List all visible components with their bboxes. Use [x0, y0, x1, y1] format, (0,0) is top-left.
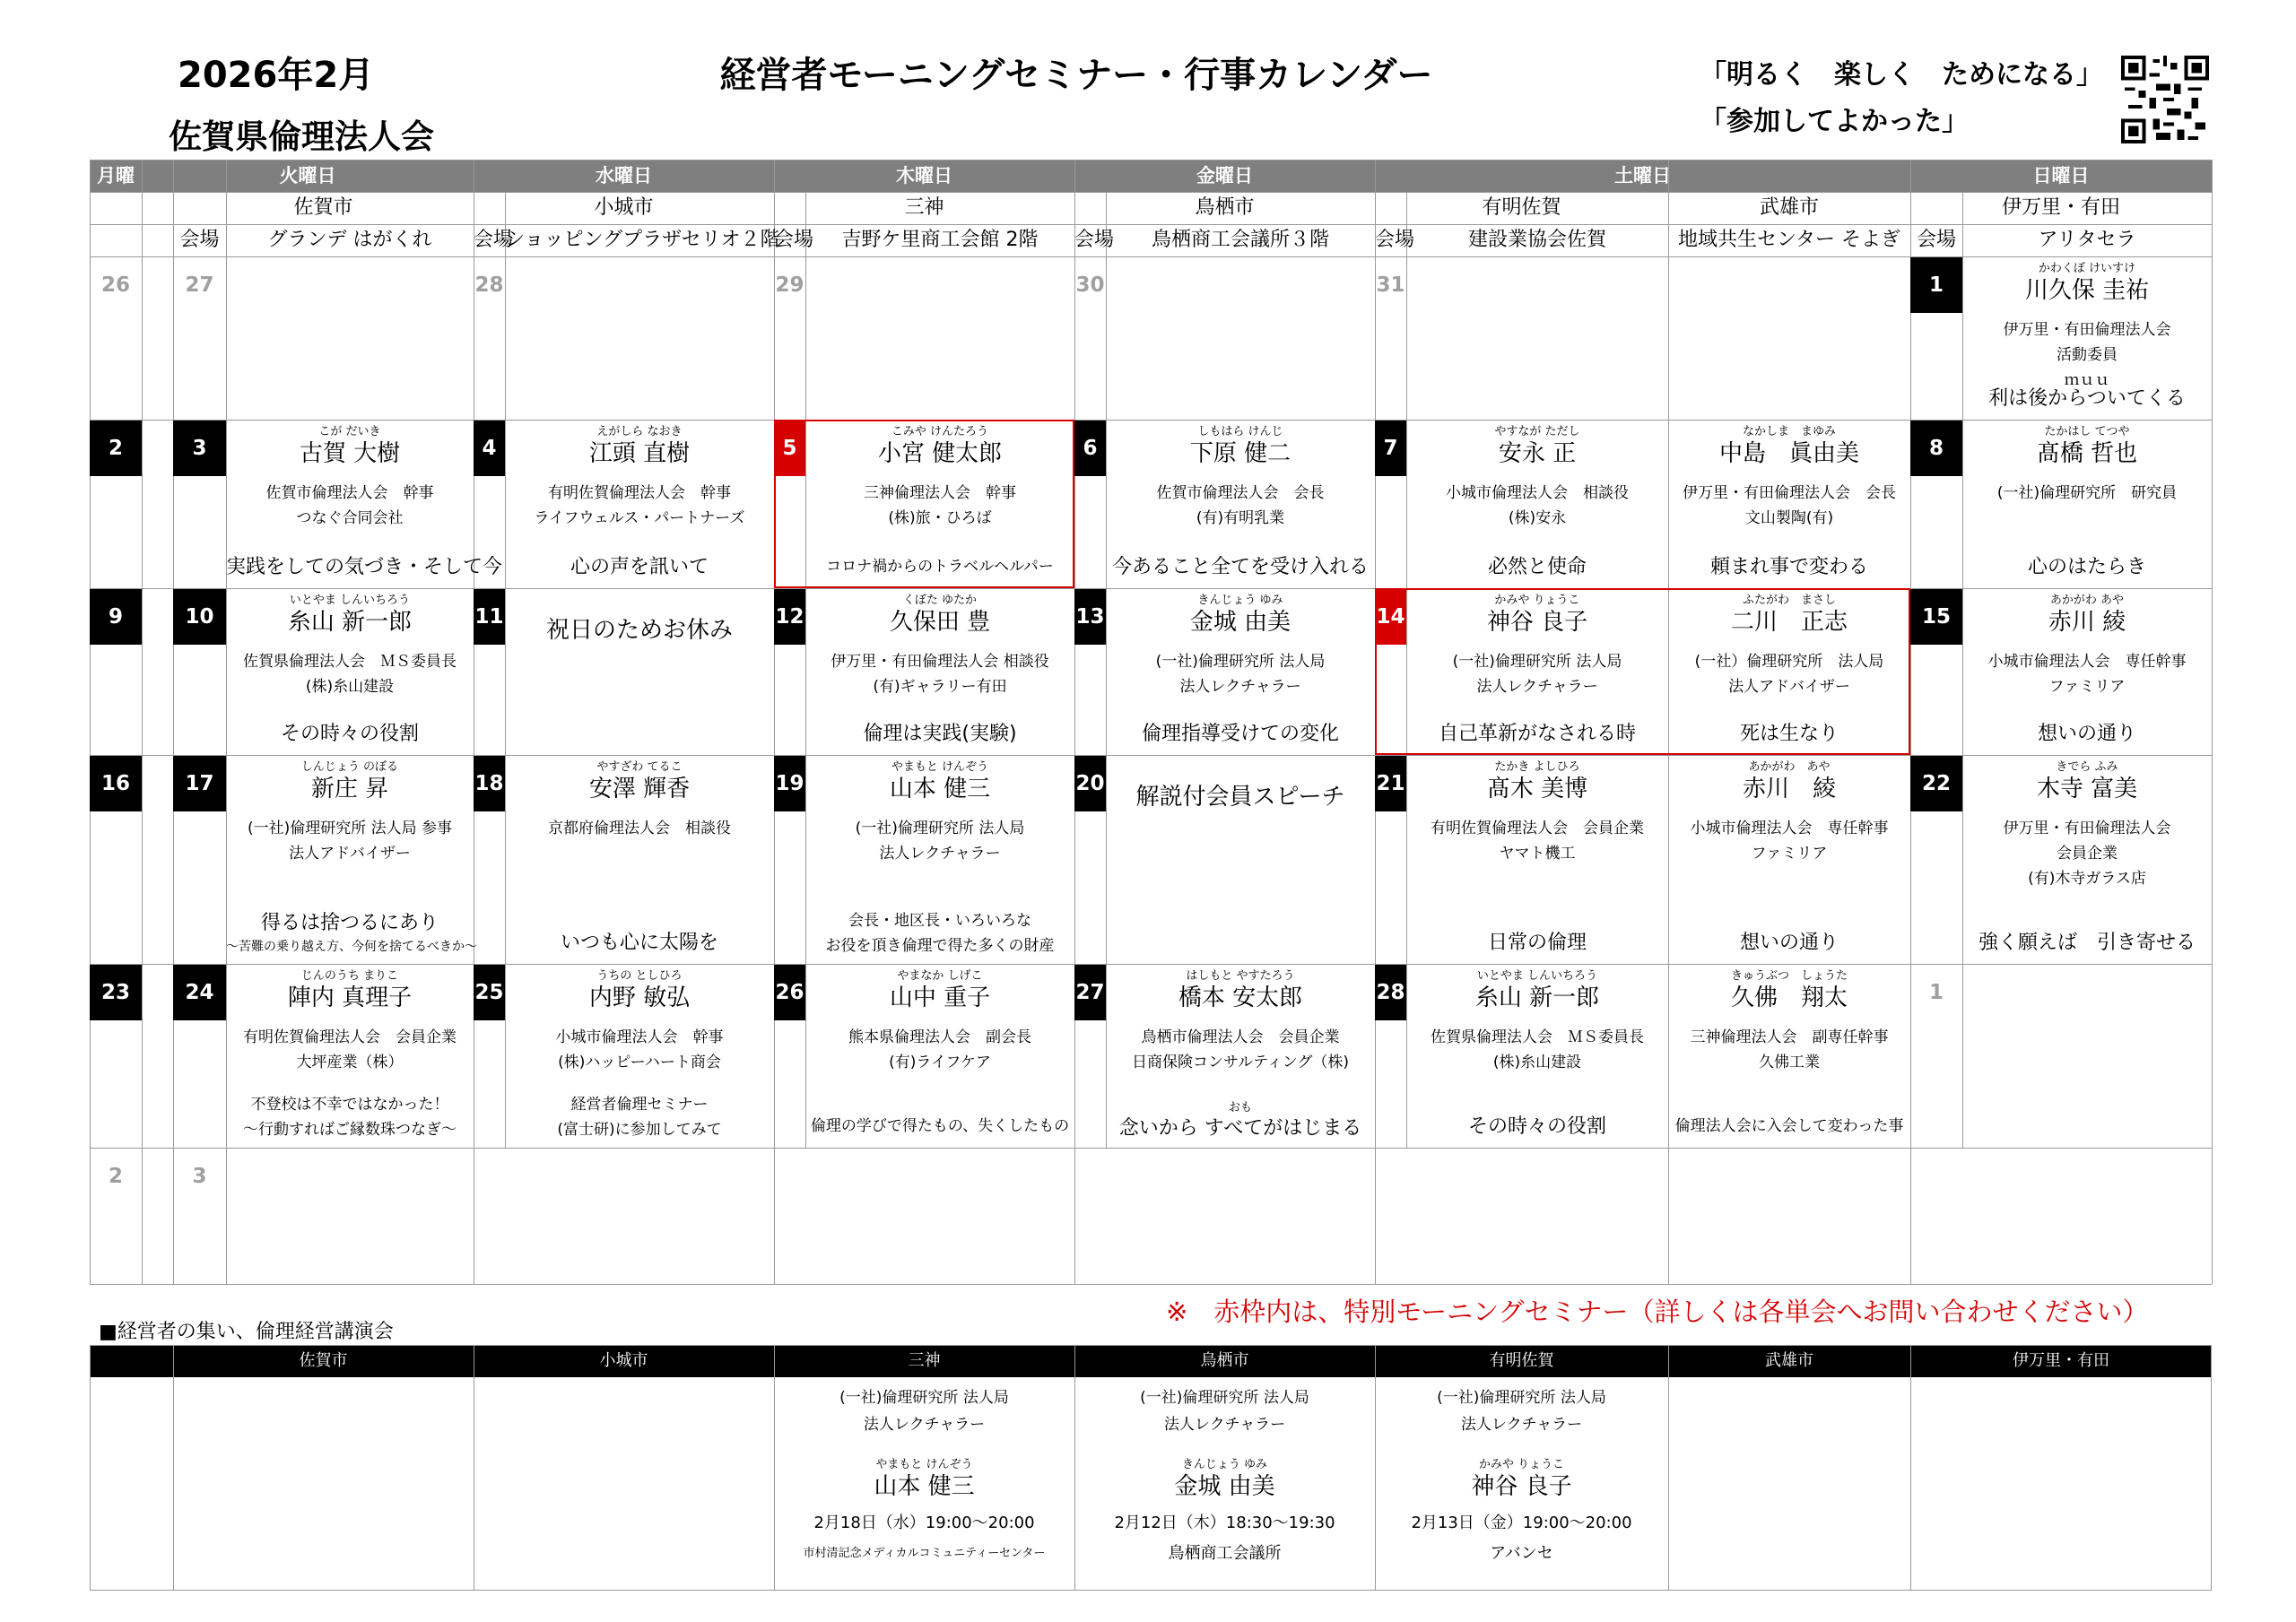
lecture-city: 三神 — [908, 1351, 941, 1370]
speaker-theme — [1406, 554, 1668, 581]
date-number: 4 — [474, 421, 505, 476]
speaker-name: 糸山 新一郎 — [1474, 984, 1600, 1011]
lecturer-role: 法人レクチャラー — [1163, 1416, 1286, 1434]
speaker-company: 文山製陶(有) — [1744, 509, 1834, 527]
speaker-ruby: くぼた ゆたか — [902, 594, 978, 607]
date-number: 24 — [173, 965, 226, 1020]
speaker-ruby: しんじょう のぼる — [300, 760, 399, 774]
theme-line: ～行動すればご縁数珠つなぎ～ — [243, 1121, 457, 1139]
date-number: 18 — [474, 756, 505, 811]
speaker-affiliation: (一社)倫理研究所 法人局 — [1452, 653, 1622, 671]
date-number: 8 — [1910, 421, 1962, 476]
weekday-monday: 月曜日 — [97, 165, 135, 219]
speaker-entry — [1106, 969, 1375, 1075]
speaker-affiliation: (一社）倫理研究所 法人局 — [1694, 653, 1884, 671]
city-label: 伊万里・有田 — [2001, 196, 2120, 219]
speaker-company: ｍｕｕ — [2064, 371, 2110, 389]
slogan-line-1: 「明るく 楽しく ためになる」 — [1700, 59, 2103, 91]
date-number: 3 — [173, 421, 226, 476]
date-number: 25 — [474, 965, 505, 1020]
speaker-ruby: やまなか しげこ — [897, 969, 983, 983]
date-number: 28 — [1375, 965, 1406, 1020]
speaker-entry — [505, 425, 774, 531]
theme-subtitle: ～苦難の乗り越え方、今何を捨てるべきか～ — [226, 940, 477, 954]
speaker-entry — [805, 594, 1074, 699]
speaker-entry — [1668, 760, 1910, 866]
lecturer-affiliation: (一社)倫理研究所 法人局 — [1140, 1389, 1309, 1407]
city-label: 鳥栖市 — [1195, 196, 1255, 219]
speaker-name: 橋本 安太郎 — [1178, 984, 1303, 1011]
speaker-ruby: しもはら けんじ — [1197, 425, 1283, 438]
speaker-affiliation: 三神倫理法人会 副専任幹事 — [1690, 1028, 1889, 1046]
speaker-ruby: かみや りょうこ — [1494, 594, 1580, 607]
theme-text: 日常の倫理 — [1487, 932, 1587, 954]
date-number: 27 — [185, 273, 214, 297]
lecturer-ruby: かみや りょうこ — [1478, 1458, 1565, 1471]
lecturer-name: 神谷 良子 — [1471, 1473, 1572, 1500]
speaker-theme — [1962, 721, 2212, 748]
lecture-city: 伊万里・有田 — [2013, 1351, 2109, 1370]
speaker-name: 中島 眞由美 — [1718, 440, 1859, 467]
speaker-entry — [1406, 760, 1668, 866]
theme-text: 必然と使命 — [1487, 556, 1587, 578]
speaker-name: 下原 健二 — [1189, 440, 1292, 467]
speaker-company: 法人アドバイザー — [289, 845, 411, 863]
speaker-company: つなぐ合同会社 — [296, 509, 404, 527]
speaker-name: 神谷 良子 — [1486, 609, 1588, 636]
speaker-ruby: やまもと けんぞう — [891, 760, 989, 774]
weekday-saturday: 土曜日 — [1614, 165, 1671, 186]
speaker-company: 活動委員 — [2057, 346, 2118, 364]
speaker-name: 山本 健三 — [889, 776, 991, 802]
speaker-name: 山中 重子 — [889, 984, 991, 1011]
speaker-ruby: いとやま しんいちろう — [289, 594, 411, 607]
speaker-ruby: なかしま まゆみ — [1742, 425, 1836, 438]
speaker-entry — [1406, 594, 1668, 699]
speaker-theme — [805, 554, 1074, 579]
theme-text: 倫理指導受けての変化 — [1141, 723, 1339, 745]
speaker-affiliation: 有明佐賀倫理法人会 幹事 — [548, 484, 731, 502]
speaker-name: 久保田 豊 — [889, 609, 991, 636]
speaker-entry — [505, 969, 774, 1075]
speaker-theme — [1668, 554, 1910, 581]
speaker-affiliation: 小城市倫理法人会 相談役 — [1446, 484, 1629, 502]
date-number: 13 — [1074, 589, 1106, 645]
date-number: 26 — [100, 273, 130, 297]
speaker-ruby: こが だいき — [318, 425, 381, 438]
venue-name: ショッピングプラザセリオ２階 — [505, 229, 780, 251]
speaker-ruby: はしもと やすたろう — [1186, 969, 1295, 983]
speaker-entry — [805, 760, 1074, 866]
speaker-ruby: あかがわ あや — [2049, 594, 2125, 607]
speaker-theme — [505, 930, 774, 957]
speaker-company: (有)木寺ガラス店 — [2028, 870, 2146, 888]
speaker-entry — [226, 760, 474, 866]
speaker-entry — [505, 760, 774, 841]
speaker-affiliation: (一社)倫理研究所 法人局 — [1155, 653, 1326, 671]
calendar-grid — [90, 160, 2212, 1284]
speaker-affiliation: (一社)倫理研究所 法人局 参事 — [247, 820, 453, 837]
qr-code-icon[interactable] — [2121, 56, 2209, 143]
theme-line: 経営者倫理セミナー — [570, 1096, 709, 1114]
lecture-place: 市村清記念メディカルコミュニティーセンター — [803, 1547, 1046, 1560]
lecturer-name: 金城 由美 — [1174, 1473, 1275, 1500]
lecture-datetime: 2月18日（水）19:00～20:00 — [813, 1514, 1035, 1532]
city-label: 武雄市 — [1759, 196, 1819, 219]
speaker-company: (有)ギャラリー有田 — [873, 678, 1007, 696]
speaker-affiliation: (一社)倫理研究所 法人局 — [855, 820, 1025, 837]
theme-text: 倫理法人会に入会して変わった事 — [1674, 1117, 1904, 1135]
date-number: 20 — [1074, 756, 1106, 811]
speaker-name: 久佛 翔太 — [1730, 984, 1848, 1011]
venue-label: 会場 — [1375, 229, 1415, 251]
speaker-affiliation: 小城市倫理法人会 専任幹事 — [1690, 820, 1889, 837]
date-number: 11 — [474, 589, 505, 645]
speaker-theme — [1406, 1114, 1668, 1141]
speaker-ruby: じんのうち まりこ — [300, 969, 399, 983]
lecture-section-title: ■経営者の集い、倫理経営講演会 — [99, 1321, 394, 1343]
date-number: 28 — [474, 273, 504, 297]
speaker-company: (株)糸山建設 — [1492, 1054, 1582, 1071]
date-number: 2 — [90, 421, 142, 476]
speaker-company: (株)安永 — [1508, 509, 1567, 527]
speaker-affiliation: 京都府倫理法人会 相談役 — [548, 820, 731, 837]
speaker-name: 川久保 圭祐 — [2024, 277, 2150, 304]
speaker-theme — [805, 908, 1074, 958]
lecture-city: 小城市 — [599, 1351, 648, 1370]
lecture-city: 武雄市 — [1765, 1351, 1813, 1370]
speaker-affiliation: 有明佐賀倫理法人会 会員企業 — [1431, 820, 1644, 837]
date-number: 29 — [775, 273, 804, 297]
city-label: 佐賀市 — [293, 196, 353, 219]
speaker-affiliation: (一社)倫理研究所 研究員 — [1996, 484, 2178, 502]
date-number: 6 — [1074, 421, 1106, 476]
speaker-entry — [226, 969, 474, 1075]
page-title: 経営者モーニングセミナー・行事カレンダー — [719, 55, 1433, 96]
theme-line: 会長・地区長・いろいろな — [848, 912, 1031, 930]
speaker-entry — [1668, 425, 1910, 531]
lecturer-role: 法人レクチャラー — [1460, 1416, 1583, 1434]
speaker-theme — [1106, 721, 1375, 748]
slogan-line-2: 「参加してよかった」 — [1700, 106, 1969, 137]
speaker-entry — [1406, 425, 1668, 531]
weekday-friday: 金曜日 — [1196, 165, 1253, 186]
speaker-company: 法人レクチャラー — [879, 845, 1001, 863]
date-number: 31 — [1376, 273, 1405, 297]
theme-text: 頼まれ事で変わる — [1709, 556, 1868, 578]
speaker-theme — [805, 1114, 1074, 1139]
theme-text: 倫理は実践(実験) — [863, 723, 1017, 745]
speaker-theme — [1106, 1101, 1375, 1142]
venue-name: 鳥栖商工会議所３階 — [1151, 229, 1329, 251]
speaker-affiliation: 伊万里・有田倫理法人会 会長 — [1683, 484, 1896, 502]
speaker-ruby: えがしら なおき — [596, 425, 683, 438]
lecture-entry — [1074, 1384, 1375, 1569]
speaker-name: 糸山 新一郎 — [287, 609, 413, 636]
theme-text: 強く願えば 引き寄せる — [1978, 932, 2196, 954]
venue-name: 吉野ケ里商工会館 2階 — [841, 229, 1039, 251]
theme-text: その時々の役割 — [280, 723, 419, 745]
date-number: 30 — [1075, 273, 1105, 297]
speaker-theme — [1962, 930, 2212, 957]
speaker-affiliation: 伊万里・有田倫理法人会 相談役 — [831, 653, 1049, 671]
theme-text: 念いから すべてがはじまる — [1118, 1117, 1362, 1140]
month-title: 2026年2月 — [178, 55, 375, 96]
speaker-name: 髙橋 哲也 — [2036, 440, 2138, 467]
venue-label: 会場 — [474, 229, 514, 251]
speaker-company: 久佛工業 — [1759, 1054, 1820, 1071]
speaker-company: 日商保険コンサルティング（株) — [1131, 1054, 1350, 1071]
theme-text: コロナ禍からのトラベルヘルパー — [826, 558, 1054, 576]
lecturer-affiliation: (一社)倫理研究所 法人局 — [1437, 1389, 1606, 1407]
date-number: 26 — [774, 965, 805, 1020]
speaker-affiliation: 熊本県倫理法人会 副会長 — [848, 1028, 1031, 1046]
theme-text: 自己革新がなされる時 — [1438, 723, 1636, 745]
date-number: 9 — [90, 589, 142, 645]
speaker-entry — [1962, 425, 2212, 542]
speaker-entry — [1962, 594, 2212, 699]
speaker-company: (株)旅・ひろば — [888, 509, 992, 527]
lecture-datetime: 2月12日（木）18:30～19:30 — [1114, 1514, 1335, 1532]
venue-name: グランデ はがくれ — [267, 229, 432, 251]
theme-ruby: おも — [1228, 1101, 1252, 1115]
date-number: 16 — [90, 756, 142, 811]
city-label: 有明佐賀 — [1482, 196, 1561, 219]
lecture-city: 佐賀市 — [299, 1351, 348, 1370]
weekday-wednesday: 水曜日 — [596, 165, 652, 186]
venue-name: アリタセラ — [2038, 229, 2136, 251]
speaker-name: 赤川 綾 — [1742, 776, 1836, 802]
speaker-name: 二川 正志 — [1730, 609, 1848, 636]
theme-text: その時々の役割 — [1467, 1115, 1606, 1138]
date-number: 10 — [173, 589, 226, 645]
speaker-name: 内野 敏弘 — [588, 984, 691, 1011]
speaker-ruby: たかき よしひろ — [1494, 760, 1580, 774]
speaker-name: 金城 由美 — [1189, 609, 1292, 636]
speaker-name: 髙木 美博 — [1486, 776, 1588, 802]
speaker-theme — [505, 1092, 774, 1142]
theme-text: 今あること全てを受け入れる — [1111, 556, 1369, 578]
speaker-company: (有)ライフケア — [889, 1054, 991, 1071]
date-number: 5 — [774, 421, 805, 476]
weekday-sunday: 日曜日 — [2032, 165, 2090, 186]
date-number: 17 — [173, 756, 226, 811]
speaker-affiliation: 佐賀県倫理法人会 ＭＳ委員長 — [243, 653, 457, 671]
lecture-place: アバンセ — [1490, 1544, 1553, 1563]
speaker-company: 法人レクチャラー — [1476, 678, 1598, 696]
speaker-theme — [505, 554, 774, 581]
venue-label: 会場 — [774, 229, 814, 251]
special-seminar-note: ※ 赤枠内は、特別モーニングセミナー（詳しくは各単会へお問い合わせください） — [1166, 1297, 2149, 1327]
speaker-entry — [1106, 425, 1375, 531]
speaker-theme — [1406, 721, 1668, 748]
speaker-ruby: きでら ふみ — [2056, 760, 2118, 774]
speaker-name: 安澤 輝香 — [588, 776, 691, 802]
speaker-entry — [226, 425, 474, 531]
speaker-affiliation: 伊万里・有田倫理法人会 — [2003, 321, 2171, 339]
speaker-entry — [1406, 969, 1668, 1075]
speaker-name: 安永 正 — [1498, 440, 1577, 467]
speaker-company: ヤマト機工 — [1499, 845, 1576, 863]
speaker-company: (株)糸山建設 — [305, 678, 395, 696]
speaker-affiliation: 有明佐賀倫理法人会 会員企業 — [243, 1028, 457, 1046]
speaker-ruby: うちの としひろ — [596, 969, 683, 983]
date-number: 22 — [1910, 756, 1962, 811]
date-number: 1 — [1910, 257, 1962, 313]
lecture-table — [90, 1345, 2212, 1591]
speaker-company: ファミリア — [2048, 678, 2126, 696]
speaker-ruby: きゅうぶつ しょうた — [1730, 969, 1848, 983]
date-number: 14 — [1375, 589, 1406, 645]
speaker-ruby: やすざわ てるこ — [596, 760, 683, 774]
weekday-thursday: 木曜日 — [896, 165, 952, 186]
speaker-entry — [1962, 262, 2212, 393]
theme-line: お役を頂き倫理で得た多くの財産 — [825, 937, 1055, 955]
speaker-name: 古賀 大樹 — [299, 440, 401, 467]
theme-line: (富士研)に参加してみて — [557, 1121, 722, 1139]
theme-text: 心の声を訊いて — [570, 556, 709, 578]
speaker-ruby: こみや けんたろう — [891, 425, 989, 438]
lecture-datetime: 2月13日（金）19:00～20:00 — [1411, 1514, 1632, 1532]
date-number: 12 — [774, 589, 805, 645]
speaker-name: 新庄 昇 — [310, 776, 389, 802]
city-label: 三神 — [904, 196, 944, 219]
speaker-company: ファミリア — [1751, 845, 1828, 863]
speaker-theme — [1406, 930, 1668, 957]
speaker-name: 赤川 綾 — [2048, 609, 2126, 636]
speaker-theme — [226, 910, 477, 957]
theme-text: 心のはたらき — [2027, 556, 2146, 578]
theme-text: 想いの通り — [1739, 932, 1839, 954]
lecturer-ruby: きんじょう ゆみ — [1181, 1458, 1268, 1471]
speaker-entry — [1668, 594, 1910, 699]
lecture-city: 鳥栖市 — [1200, 1351, 1249, 1370]
speaker-affiliation: 佐賀県倫理法人会 ＭＳ委員長 — [1431, 1028, 1644, 1046]
speaker-ruby: いとやま しんいちろう — [1476, 969, 1598, 983]
speaker-theme — [1668, 930, 1910, 957]
theme-text: いつも心に太陽を — [560, 932, 718, 954]
speaker-theme — [805, 721, 1074, 748]
speaker-theme — [226, 721, 474, 748]
lecturer-role: 法人レクチャラー — [863, 1416, 986, 1434]
venue-name: 地域共生センター そよぎ — [1677, 229, 1901, 251]
lecturer-name: 山本 健三 — [874, 1473, 975, 1500]
speaker-entry — [1962, 760, 2212, 891]
date-number: 27 — [1074, 965, 1106, 1020]
theme-line: 不登校は不幸ではなかった！ — [250, 1096, 449, 1114]
speaker-name: 木寺 富美 — [2036, 776, 2138, 802]
lecture-entry — [774, 1384, 1074, 1569]
slogan — [1700, 52, 2103, 145]
speaker-entry — [226, 594, 474, 699]
speaker-entry — [805, 425, 1074, 531]
speaker-ruby: やすなが ただし — [1494, 425, 1580, 438]
date-number: 15 — [1910, 589, 1962, 645]
speaker-company: 法人レクチャラー — [1179, 678, 1301, 696]
speaker-theme — [1668, 1114, 1910, 1139]
speaker-name: 小宮 健太郎 — [877, 440, 1003, 467]
speaker-affiliation: 佐賀市倫理法人会 幹事 — [265, 484, 434, 502]
speaker-affiliation: 佐賀市倫理法人会 会長 — [1156, 484, 1325, 502]
lecture-city: 有明佐賀 — [1489, 1351, 1554, 1370]
date-number: 19 — [774, 756, 805, 811]
theme-text: 想いの通り — [2037, 723, 2136, 745]
speaker-theme — [1106, 554, 1375, 581]
date-number: 23 — [90, 965, 142, 1020]
theme-text: 得るは捨つるにあり — [260, 912, 439, 934]
venue-label: 会場 — [1916, 229, 1956, 251]
venue-label: 会場 — [1074, 229, 1115, 251]
no-seminar-notice: 解説付会員スピーチ — [1135, 784, 1345, 811]
theme-text: 利は後からついてくる — [1988, 387, 2186, 410]
speaker-name: 江頭 直樹 — [588, 440, 691, 467]
theme-text: 倫理の学びで得たもの、失くしたもの — [810, 1117, 1070, 1135]
date-number: 7 — [1375, 421, 1406, 476]
speaker-theme — [1962, 386, 2212, 412]
speaker-company: 法人アドバイザー — [1728, 678, 1850, 696]
speaker-affiliation: 小城市倫理法人会 専任幹事 — [1987, 653, 2187, 671]
lecture-place: 鳥栖商工会議所 — [1168, 1544, 1282, 1563]
speaker-affiliation: 鳥栖市倫理法人会 会員企業 — [1141, 1028, 1340, 1046]
speaker-theme — [226, 554, 503, 581]
city-label: 小城市 — [594, 196, 654, 219]
speaker-theme — [226, 1092, 474, 1142]
speaker-ruby: きんじょう ゆみ — [1197, 594, 1283, 607]
speaker-ruby: かわくぼ けいすけ — [2038, 262, 2136, 275]
speaker-entry — [805, 969, 1074, 1075]
speaker-ruby: あかがわ あや — [1748, 760, 1831, 774]
speaker-entry — [1106, 594, 1375, 699]
speaker-affiliation: 伊万里・有田倫理法人会 — [2003, 820, 2171, 837]
speaker-affiliation: 三神倫理法人会 幹事 — [864, 484, 1016, 502]
speaker-company: 大坪産業（株） — [296, 1054, 404, 1071]
speaker-affiliation: 小城市倫理法人会 幹事 — [555, 1028, 724, 1046]
date-number: 2 — [108, 1165, 123, 1188]
speaker-theme — [1962, 554, 2212, 581]
no-seminar-notice: 祝日のためお休み — [545, 617, 733, 644]
lecturer-ruby: やまもと けんぞう — [875, 1458, 973, 1471]
speaker-company: (有)有明乳業 — [1196, 509, 1285, 527]
theme-text: 実践をしての気づき・そして今 — [226, 556, 503, 578]
speaker-company: ライフウェルス・パートナーズ — [534, 509, 745, 527]
speaker-name: 陣内 真理子 — [287, 984, 413, 1011]
speaker-company: 会員企業 — [2057, 845, 2118, 863]
lecture-entry — [1375, 1384, 1668, 1569]
weekday-tuesday: 火曜日 — [279, 165, 336, 186]
speaker-theme — [1668, 721, 1910, 748]
theme-text: 死は生なり — [1739, 723, 1839, 745]
date-number: 1 — [1928, 981, 1944, 1004]
venue-name: 建設業協会佐賀 — [1467, 229, 1606, 251]
speaker-entry — [1668, 969, 1910, 1075]
org-name: 佐賀県倫理法人会 — [169, 117, 434, 156]
date-number: 3 — [192, 1165, 207, 1188]
speaker-ruby: たかはし てつや — [2044, 425, 2130, 438]
lecturer-affiliation: (一社)倫理研究所 法人局 — [839, 1389, 1009, 1407]
date-number: 21 — [1375, 756, 1406, 811]
speaker-company: (株)ハッピーハート商会 — [558, 1054, 721, 1071]
speaker-ruby: ふたがわ まさし — [1742, 594, 1836, 607]
venue-label: 会場 — [179, 229, 220, 251]
